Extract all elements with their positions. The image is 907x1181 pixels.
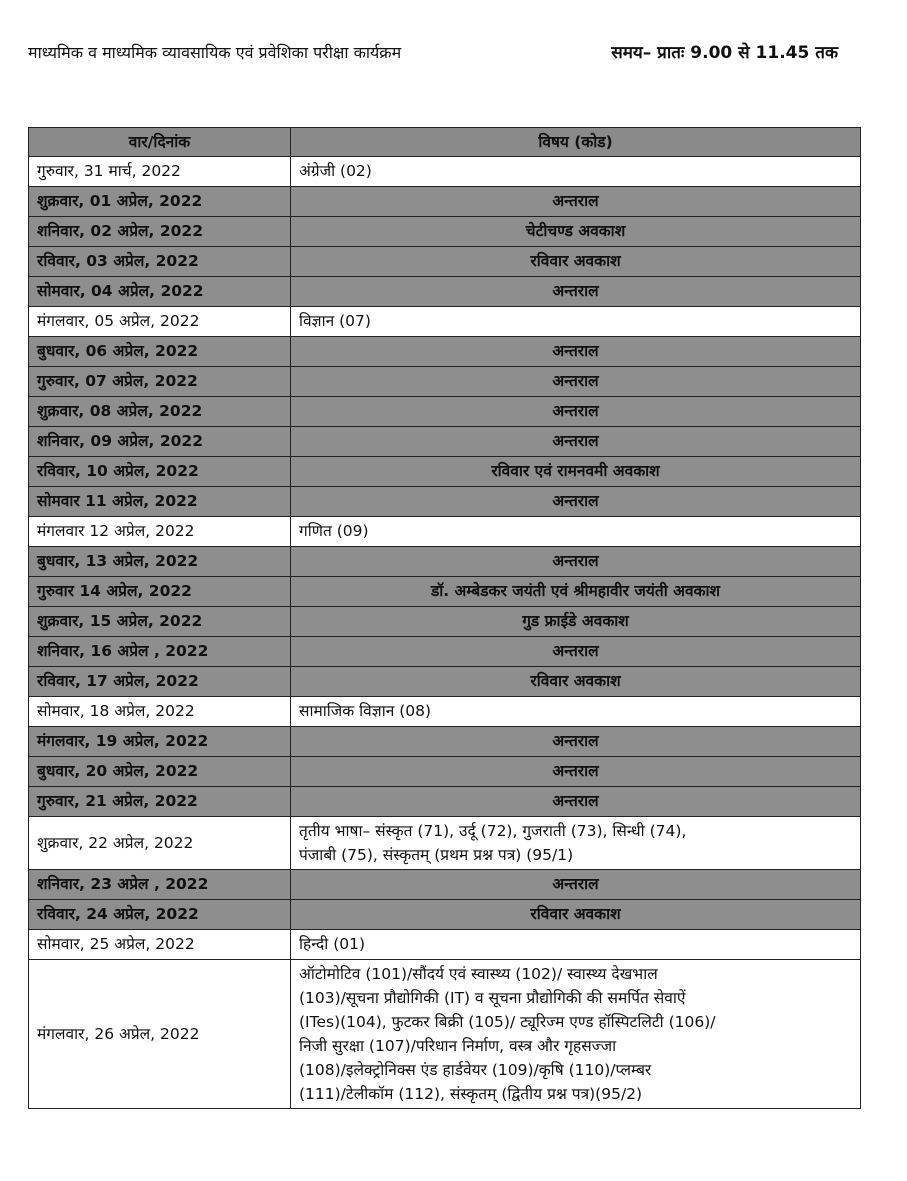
exam-schedule-table (28, 127, 861, 1109)
row-day-date: रविवार, 03 अप्रेल, 2022 (29, 247, 291, 277)
table-row (29, 930, 861, 960)
table-row (29, 307, 861, 337)
row-day-date: शुक्रवार, 08 अप्रेल, 2022 (29, 397, 291, 427)
table-row (29, 427, 861, 457)
row-day-date: शनिवार, 16 अप्रेल , 2022 (29, 637, 291, 667)
subject-line: (103)/सूचना प्रौद्योगिकी (IT) व सूचना प्रौद्योगिकी की समर्पित सेवाऐं (299, 989, 686, 1008)
row-day-date: गुरुवार, 21 अप्रेल, 2022 (29, 787, 291, 817)
row-day-date: बुधवार, 20 अप्रेल, 2022 (29, 757, 291, 787)
row-day-date: शुक्रवार, 15 अप्रेल, 2022 (29, 607, 291, 637)
row-break-note: अन्तराल (291, 757, 861, 787)
row-day-date: सोमवार, 18 अप्रेल, 2022 (29, 697, 291, 727)
row-day-date: बुधवार, 13 अप्रेल, 2022 (29, 547, 291, 577)
row-break-note: अन्तराल (291, 187, 861, 217)
table-row (29, 607, 861, 637)
row-day-date: रविवार, 24 अप्रेल, 2022 (29, 900, 291, 930)
row-day-date: गुरुवार, 07 अप्रेल, 2022 (29, 367, 291, 397)
table-row (29, 217, 861, 247)
row-day-date: सोमवार, 25 अप्रेल, 2022 (29, 930, 291, 960)
row-break-note: अन्तराल (291, 277, 861, 307)
row-break-note: अन्तराल (291, 787, 861, 817)
row-subject: विज्ञान (07) (291, 307, 861, 337)
table-row (29, 547, 861, 577)
row-subject (291, 817, 861, 870)
table-row (29, 697, 861, 727)
table-row (29, 247, 861, 277)
table-row (29, 960, 861, 1109)
row-break-note: अन्तराल (291, 397, 861, 427)
row-day-date: गुरुवार 14 अप्रेल, 2022 (29, 577, 291, 607)
table-row (29, 637, 861, 667)
row-day-date: रविवार, 17 अप्रेल, 2022 (29, 667, 291, 697)
row-day-date: सोमवार 11 अप्रेल, 2022 (29, 487, 291, 517)
row-break-note: डॉ. अम्बेडकर जयंती एवं श्रीमहावीर जयंती अवकाश (291, 577, 861, 607)
row-subject: सामाजिक विज्ञान (08) (291, 697, 861, 727)
table-row (29, 577, 861, 607)
row-break-note: रविवार अवकाश (291, 247, 861, 277)
row-break-note: अन्तराल (291, 727, 861, 757)
row-day-date: शनिवार, 23 अप्रेल , 2022 (29, 870, 291, 900)
row-day-date: मंगलवार, 19 अप्रेल, 2022 (29, 727, 291, 757)
row-subject: गणित (09) (291, 517, 861, 547)
subject-line: (108)/इलेक्ट्रोनिक्स एंड हार्डवेयर (109)/कृषि (110)/प्लम्बर (299, 1061, 652, 1080)
table-row (29, 337, 861, 367)
table-row (29, 277, 861, 307)
table-row (29, 870, 861, 900)
table-row (29, 157, 861, 187)
row-subject: अंग्रेजी (02) (291, 157, 861, 187)
row-day-date: बुधवार, 06 अप्रेल, 2022 (29, 337, 291, 367)
row-day-date: शनिवार, 09 अप्रेल, 2022 (29, 427, 291, 457)
page-title: माध्यमिक व माध्यमिक व्यावसायिक एवं प्रवेशिका परीक्षा कार्यक्रम (28, 43, 402, 62)
table-row (29, 727, 861, 757)
row-day-date: सोमवार, 04 अप्रेल, 2022 (29, 277, 291, 307)
row-break-note: रविवार एवं रामनवमी अवकाश (291, 457, 861, 487)
table-header-row (29, 128, 861, 157)
subject-line: (111)/टेलीकॉम (112), संस्कृतम् (द्वितीय प्रश्न पत्र)(95/2) (299, 1085, 643, 1104)
row-day-date: शुक्रवार, 01 अप्रेल, 2022 (29, 187, 291, 217)
table-row (29, 487, 861, 517)
table-row (29, 517, 861, 547)
table-row (29, 787, 861, 817)
subject-line: ऑटोमोटिव (101)/सौंदर्य एवं स्वास्थ्य (102)/ स्वास्थ्य देखभाल (299, 965, 658, 984)
row-break-note: अन्तराल (291, 367, 861, 397)
row-subject: हिन्दी (01) (291, 930, 861, 960)
row-break-note: अन्तराल (291, 547, 861, 577)
table-row (29, 457, 861, 487)
table-row (29, 757, 861, 787)
row-subject (291, 960, 861, 1109)
row-break-note: रविवार अवकाश (291, 900, 861, 930)
table-row (29, 667, 861, 697)
row-day-date: शुक्रवार, 22 अप्रेल, 2022 (29, 817, 291, 870)
row-day-date: मंगलवार, 26 अप्रेल, 2022 (29, 960, 291, 1109)
row-break-note: अन्तराल (291, 637, 861, 667)
subject-line: निजी सुरक्षा (107)/परिधान निर्माण, वस्त्र और गृहसज्जा (299, 1037, 617, 1056)
table-row (29, 817, 861, 870)
schedule-body (29, 157, 861, 1109)
row-break-note: गुड फ्राईडे अवकाश (291, 607, 861, 637)
row-break-note: अन्तराल (291, 870, 861, 900)
row-day-date: मंगलवार 12 अप्रेल, 2022 (29, 517, 291, 547)
subject-line: (ITes)(104), फुटकर बिक्री (105)/ ट्यूरिज्म एण्ड हॉस्पिटलिटी (106)/ (299, 1013, 716, 1032)
row-day-date: शनिवार, 02 अप्रेल, 2022 (29, 217, 291, 247)
row-break-note: अन्तराल (291, 337, 861, 367)
table-row (29, 397, 861, 427)
exam-time: समय– प्रातः 9.00 से 11.45 तक (611, 43, 838, 63)
row-break-note: अन्तराल (291, 427, 861, 457)
row-day-date: रविवार, 10 अप्रेल, 2022 (29, 457, 291, 487)
column-header-subject: विषय (कोड) (291, 128, 861, 157)
row-day-date: गुरुवार, 31 मार्च, 2022 (29, 157, 291, 187)
row-break-note: अन्तराल (291, 487, 861, 517)
table-row (29, 187, 861, 217)
subject-line: पंजाबी (75), संस्कृतम् (प्रथम प्रश्न पत्र) (95/1) (299, 846, 574, 865)
table-row (29, 367, 861, 397)
column-header-day: वार/दिनांक (29, 128, 291, 157)
row-day-date: मंगलवार, 05 अप्रेल, 2022 (29, 307, 291, 337)
table-row (29, 900, 861, 930)
subject-line: तृतीय भाषा– संस्कृत (71), उर्दू (72), गुजराती (73), सिन्धी (74), (299, 822, 687, 840)
row-break-note: रविवार अवकाश (291, 667, 861, 697)
page-header (28, 40, 838, 63)
row-break-note: चेटीचण्ड अवकाश (291, 217, 861, 247)
